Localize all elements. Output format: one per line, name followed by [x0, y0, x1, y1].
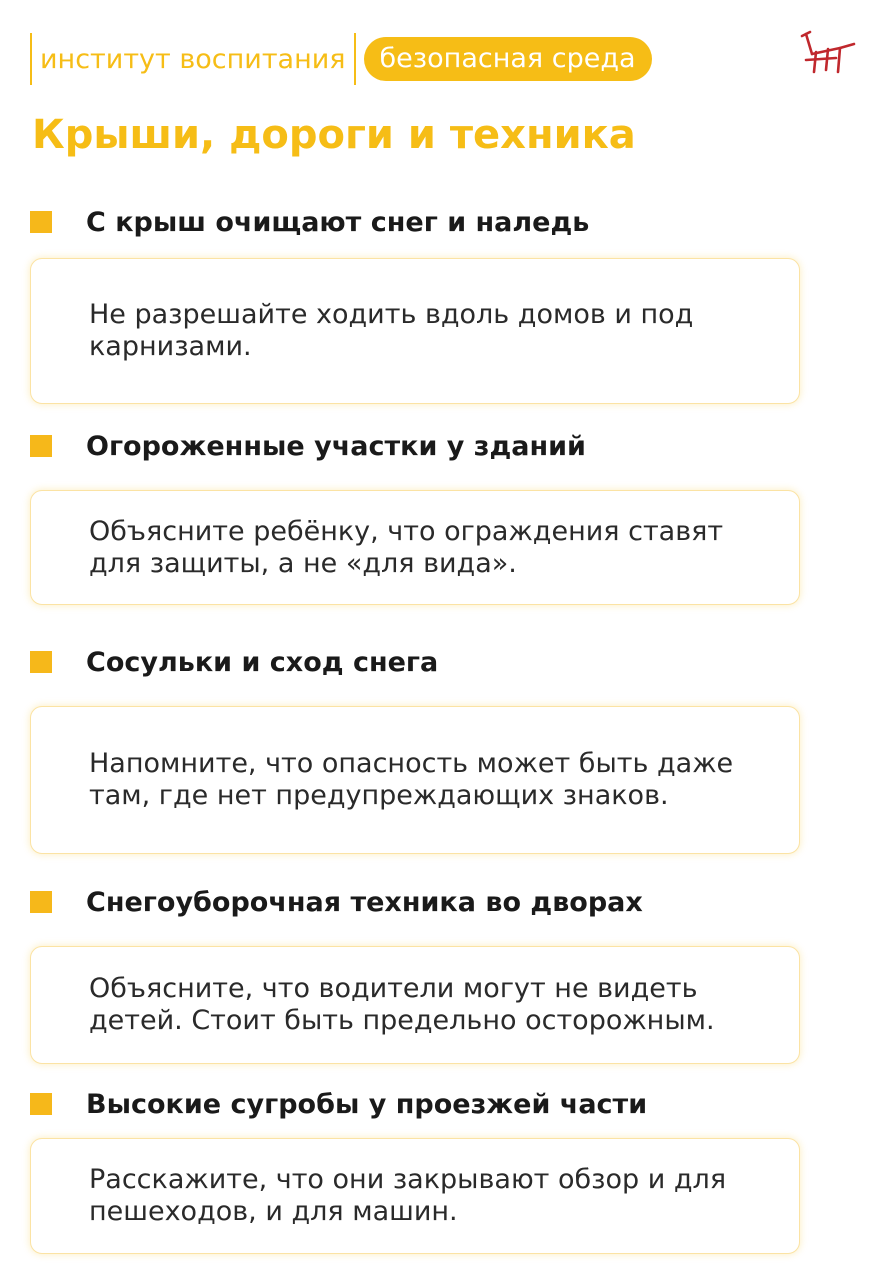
- topic-tag: безопасная среда: [364, 37, 652, 81]
- square-bullet-icon: [30, 1093, 52, 1115]
- advice-card: [30, 490, 800, 605]
- header-divider: [354, 33, 356, 85]
- org-name: институт воспитания: [40, 43, 346, 75]
- section-heading: [30, 1084, 647, 1124]
- section-heading: [30, 426, 586, 466]
- advice-card: [30, 258, 800, 404]
- section-heading: [30, 202, 589, 242]
- section-title: С крыш очищают снег и наледь: [86, 206, 590, 238]
- advice-text: Объясните ребёнку, что ограждения ставят для защиты, а не «для вида».: [89, 515, 724, 579]
- square-bullet-icon: [30, 651, 52, 673]
- advice-text: Напомните, что опасность может быть даже там, где нет предупреждающих знаков.: [89, 748, 734, 811]
- section-heading: [30, 882, 643, 922]
- advice-card: [30, 1138, 800, 1254]
- section-title: Высокие сугробы у проезжей части: [86, 1088, 648, 1120]
- section-title: Сосульки и сход снега: [86, 646, 439, 678]
- advice-text: Не разрешайте ходить вдоль домов и под карнизами.: [89, 299, 694, 362]
- advice-card: [30, 946, 800, 1064]
- advice-card: [30, 706, 800, 854]
- page-title: Крыши, дороги и техника: [32, 112, 636, 158]
- advice-text: Объясните, что водители могут не видеть детей. Стоит быть предельно осторожным.: [89, 973, 715, 1036]
- chair-logo-icon: [800, 30, 858, 80]
- square-bullet-icon: [30, 435, 52, 457]
- section-title: Снегоуборочная техника во дворах: [86, 886, 643, 918]
- header: [30, 33, 652, 85]
- section-title: Огороженные участки у зданий: [86, 430, 586, 462]
- advice-text: Расскажите, что они закрывают обзор и для пешеходов, и для машин.: [89, 1164, 727, 1227]
- square-bullet-icon: [30, 211, 52, 233]
- square-bullet-icon: [30, 891, 52, 913]
- section-heading: [30, 642, 438, 682]
